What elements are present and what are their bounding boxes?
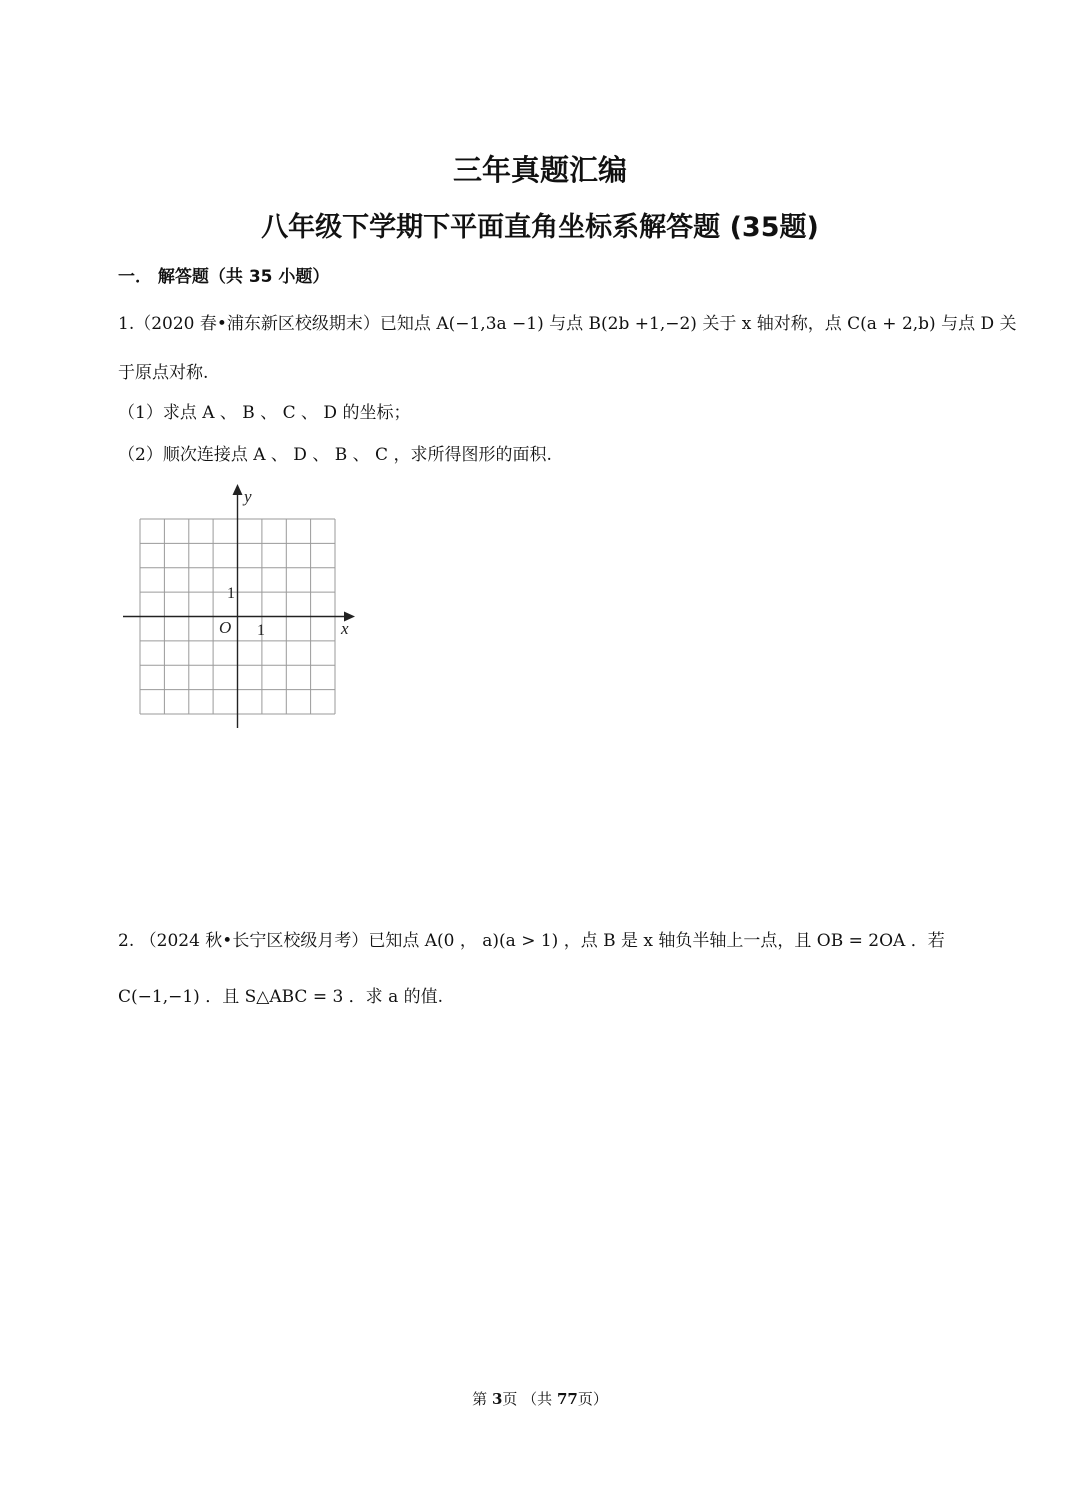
- y-tick-label: 1: [227, 585, 235, 602]
- footer-middle: 页 （共: [502, 1390, 557, 1408]
- x-tick-label: 1: [257, 622, 265, 639]
- q2-text-line1: 2. （2024 秋•长宁区校级月考）已知点 A(0 ， a)(a > 1) ，点 B 是 x 轴负半轴上一点，且 OB = 2OA ．若: [118, 931, 945, 951]
- footer-prefix: 第: [472, 1390, 492, 1408]
- q1-part2: （2）顺次连接点 A 、 D 、 B 、 C ，求所得图形的面积.: [118, 445, 552, 465]
- coordinate-grid: [115, 480, 365, 735]
- axes: [123, 492, 347, 728]
- y-axis-label: y: [244, 487, 252, 506]
- origin-label: O: [219, 618, 232, 637]
- y-axis-arrow-icon: [233, 484, 243, 495]
- page-subtitle: 八年级下学期下平面直角坐标系解答题 (35题): [261, 212, 819, 243]
- page-title: 三年真题汇编: [452, 153, 627, 187]
- q1-text-line2: 于原点对称.: [118, 363, 209, 383]
- x-axis-label: x: [341, 619, 349, 638]
- q2-text-line2: C(−1,−1) ．且 S△ABC = 3 ．求 a 的值.: [118, 987, 444, 1007]
- section-heading: 一． 解答题（共 35 小题）: [118, 267, 330, 287]
- q1-text-line1: 1.（2020 春•浦东新区校级期末）已知点 A(−1,3a −1) 与点 B(2b +1,−2) 关于 x 轴对称，点 C(a + 2,b) 与点 D 关: [118, 314, 1017, 334]
- total-pages: 77: [556, 1390, 578, 1408]
- footer-suffix: 页）: [577, 1390, 608, 1408]
- q1-part1: （1）求点 A 、 B 、 C 、 D 的坐标；: [118, 403, 411, 423]
- page-footer: [0, 1388, 1080, 1409]
- current-page-number: 3: [491, 1390, 503, 1408]
